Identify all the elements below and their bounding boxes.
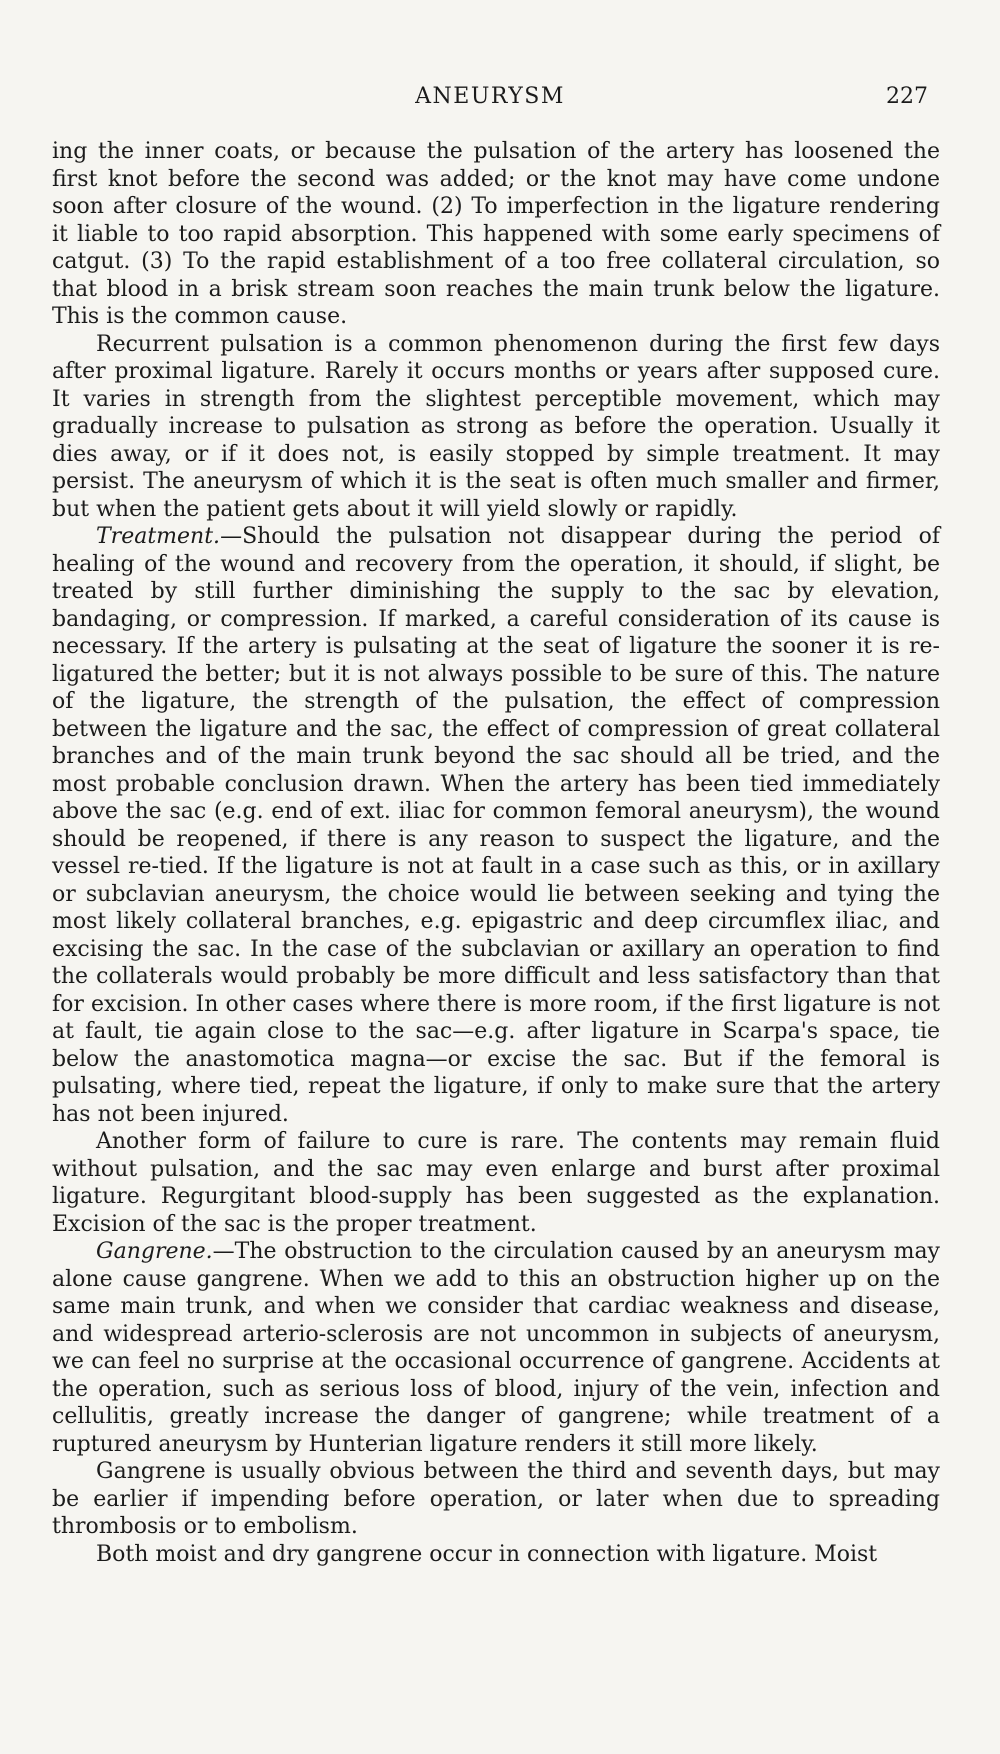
paragraph-text: ing the inner coats, or because the pulsation of the artery has loosened the first knot before the second was added; or the knot may have come undone soon after closure of the wound. (2) To imperfection in the ligature rendering it liable to too rapid absorption. This happened with some early specimens of catgut. (3) To the rapid establishment of a too free collateral circulation, so that blood in a brisk stream soon reaches the main trunk below the ligature. This is the common cause.: [52, 139, 940, 329]
paragraph-gangrene-timing: [52, 1458, 940, 1541]
page-header: [52, 84, 928, 118]
paragraph-text: —Should the pulsation not disappear during the period of healing of the wound and recovery from the operation, it should, if slight, be treated by still further diminishing the supply to the sac by elevation, bandaging, or compression. If marked, a careful consideration of its cause is necessary. If the artery is pulsating at the seat of ligature the sooner it is re-ligatured the better; but it is not always possible to be sure of this. The nature of the ligature, the strength of the pulsation, the effect of compression between the ligature and the sac, the effect of compression of great collateral branches and of the main trunk beyond the sac should all be tried, and the most probable conclusion drawn. When the artery has been tied immediately above the sac (e.g. end of ext. iliac for common femoral aneurysm), the wound should be reopened, if there is any reason to suspect the ligature, and the vessel re-tied. If the ligature is not at fault in a case such as this, or in axillary or subclavian aneurysm, the choice would lie between seeking and tying the most likely collateral branches, e.g. epigastric and deep circumflex iliac, and excising the sac. In the case of the subclavian or axillary an operation to find the collaterals would probably be more difficult and less satisfactory than that for excision. In other cases where there is more room, if the first ligature is not at fault, tie again close to the sac—e.g. after ligature in Scarpa's space, tie below the anastomotica magna—or excise the sac. But if the femoral is pulsating, where tied, repeat the ligature, if only to make sure that the artery has not been injured.: [52, 524, 940, 1127]
paragraph-text: Recurrent pulsation is a common phenomenon during the first few days after proximal ligature. Rarely it occurs months or years after supposed cure. It varies in strength from the slightest perceptible movement, which may gradually increase to pulsation as strong as before the operation. Usually it dies away, or if it does not, is easily stopped by simple treatment. It may persist. The aneurysm of which it is the seat is often much smaller and firmer, but when the patient gets about it will yield slowly or rapidly.: [52, 331, 940, 522]
running-title: ANEURYSM: [415, 84, 565, 109]
paragraph-treatment: [52, 523, 940, 1128]
paragraph-failure-to-cure: [52, 1128, 940, 1238]
page-number: 227: [886, 84, 928, 109]
paragraph-text: Gangrene is usually obvious between the third and seventh days, but may be earlier if impending before operation, or later when due to spreading thrombosis or to embolism.: [52, 1459, 940, 1539]
paragraph-text: Both moist and dry gangrene occur in connection with ligature. Moist: [96, 1541, 878, 1567]
body-text: [52, 138, 940, 1568]
paragraph-text: Another form of failure to cure is rare. The contents may remain fluid without pulsation, and the sac may even enlarge and burst after proximal ligature. Regurgitant blood-supply has been suggested as the explanation. Excision of the sac is the proper treatment.: [52, 1129, 940, 1237]
section-heading-gangrene: Gangrene.: [96, 1239, 213, 1264]
paragraph-recurrent-pulsation: [52, 331, 940, 524]
paragraph-text: —The obstruction to the circulation caused by an aneurysm may alone cause gangrene. When we add to this an obstruction higher up on the same main trunk, and when we consider that cardiac weakness and disease, and widespread arterio-sclerosis are not uncommon in subjects of aneurysm, we can feel no surprise at the occasional occurrence of gangrene. Accidents at the operation, such as serious loss of blood, injury of the vein, infection and cellulitis, greatly increase the danger of gangrene; while treatment of a ruptured aneurysm by Hunterian ligature renders it still more likely.: [52, 1239, 940, 1457]
section-heading-treatment: Treatment.: [96, 524, 221, 549]
paragraph-gangrene: [52, 1238, 940, 1458]
paragraph-continuation: [52, 138, 940, 331]
paragraph-moist-dry-gangrene: [52, 1541, 940, 1569]
